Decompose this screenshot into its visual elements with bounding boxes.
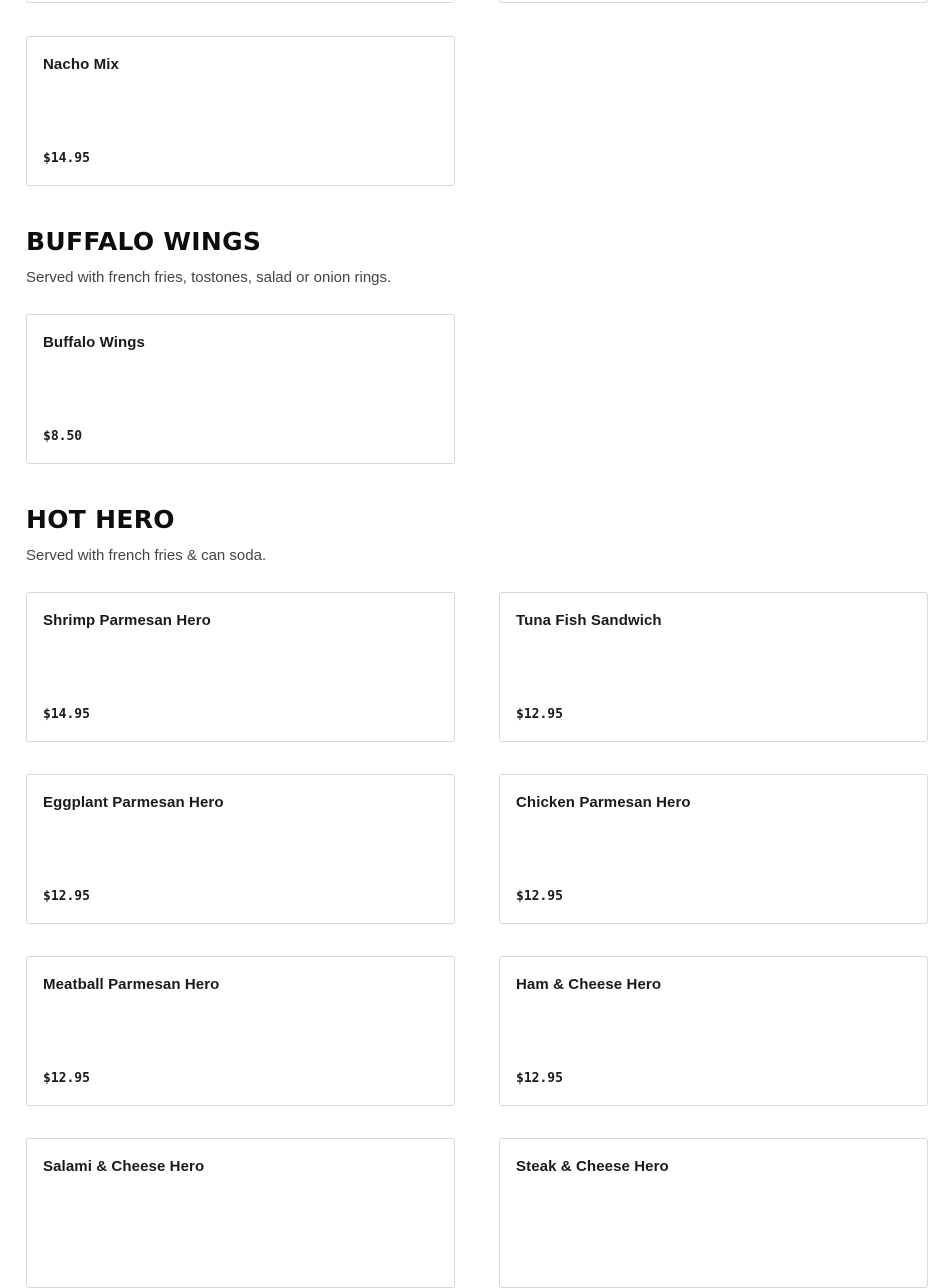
menu-item-price: $12.95: [516, 1071, 563, 1086]
menu-item-card-buffalo-wings[interactable]: [26, 314, 455, 464]
menu-item-name: Ham & Cheese Hero: [516, 976, 662, 993]
menu-item-name: Eggplant Parmesan Hero: [43, 794, 224, 811]
menu-item-price: $14.95: [43, 707, 90, 722]
menu-item-name: Salami & Cheese Hero: [43, 1158, 205, 1175]
menu-item-price: $12.95: [43, 1071, 90, 1086]
menu-item-card-salami-cheese-hero[interactable]: [26, 1138, 455, 1288]
menu-item-price: $12.95: [516, 707, 563, 722]
menu-item-card-shrimp-parmesan-hero[interactable]: [26, 592, 455, 742]
menu-item-name: Shrimp Parmesan Hero: [43, 612, 211, 629]
menu-item-price: $8.50: [43, 429, 83, 444]
section-description-buffalo-wings: Served with french fries, tostones, salad or onion rings.: [26, 269, 392, 286]
menu-item-name: Buffalo Wings: [43, 334, 145, 351]
menu-item-card[interactable]: [499, 0, 928, 3]
menu-item-name: Meatball Parmesan Hero: [43, 976, 220, 993]
menu-item-card-tuna-fish-sandwich[interactable]: [499, 592, 928, 742]
menu-item-price: $12.95: [43, 889, 90, 904]
menu-item-card-nacho-mix[interactable]: [26, 36, 455, 186]
menu-item-name: Steak & Cheese Hero: [516, 1158, 669, 1175]
menu-item-card-meatball-parmesan-hero[interactable]: [26, 956, 455, 1106]
menu-item-price: $14.95: [43, 151, 90, 166]
menu-item-card-steak-cheese-hero[interactable]: [499, 1138, 928, 1288]
menu-item-card-ham-cheese-hero[interactable]: [499, 956, 928, 1106]
menu-item-card[interactable]: [26, 0, 455, 3]
menu-item-card-eggplant-parmesan-hero[interactable]: [26, 774, 455, 924]
section-title-buffalo-wings: BUFFALO WINGS: [26, 227, 262, 256]
menu-item-name: Chicken Parmesan Hero: [516, 794, 691, 811]
menu-item-price: $12.95: [516, 889, 563, 904]
section-description-hot-hero: Served with french fries & can soda.: [26, 547, 267, 564]
menu-item-card-chicken-parmesan-hero[interactable]: [499, 774, 928, 924]
menu-item-name: Nacho Mix: [43, 56, 119, 73]
section-title-hot-hero: HOT HERO: [26, 505, 175, 534]
menu-item-name: Tuna Fish Sandwich: [516, 612, 662, 629]
